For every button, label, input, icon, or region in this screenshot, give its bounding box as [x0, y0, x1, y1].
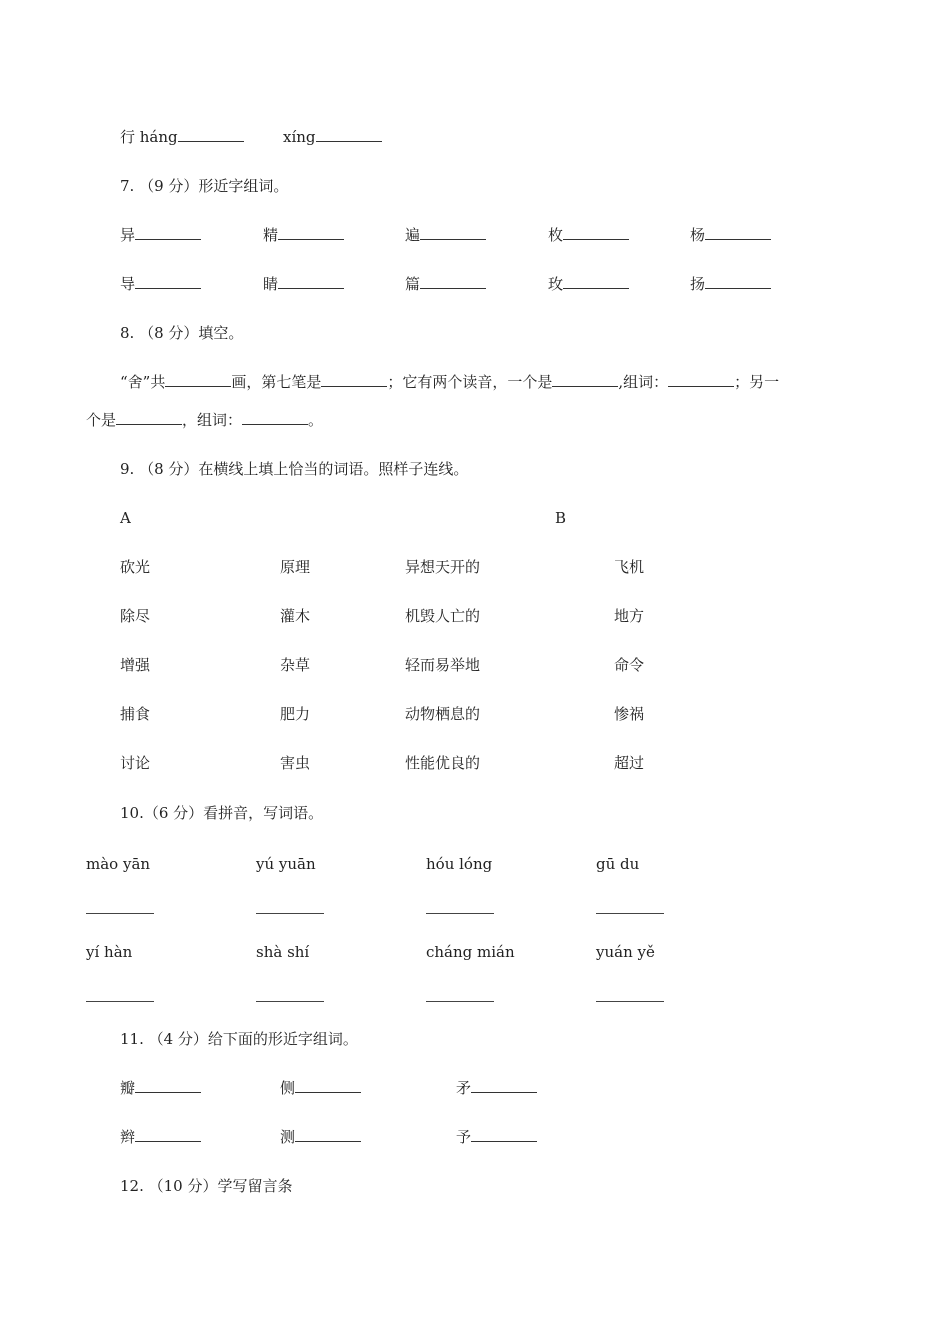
q7-item: 导 [120, 274, 201, 294]
answer-blank[interactable] [316, 127, 382, 142]
q9-col2-item[interactable]: 肥力 [280, 705, 311, 723]
q9-col3-item[interactable]: 动物栖息的 [405, 705, 481, 723]
pinyin-label: yuán yě [596, 943, 655, 961]
q9-col4-item[interactable]: 飞机 [614, 558, 645, 576]
answer-line[interactable] [426, 912, 494, 914]
answer-blank[interactable] [563, 274, 629, 289]
q9-col3-item[interactable]: 轻而易举地 [405, 656, 481, 674]
answer-blank[interactable] [135, 1078, 201, 1093]
answer-blank[interactable] [705, 274, 771, 289]
column-header-a: A [120, 509, 131, 527]
q11-item: 侧 [280, 1078, 361, 1098]
answer-blank[interactable] [471, 1127, 537, 1142]
answer-blank[interactable] [116, 410, 182, 425]
q10-title: 10.（6 分）看拼音，写词语。 [120, 804, 324, 822]
q9-title: 9. （8 分）在横线上填上恰当的词语。照样子连线。 [120, 460, 469, 478]
answer-blank[interactable] [420, 274, 486, 289]
answer-blank[interactable] [471, 1078, 537, 1093]
q9-col1-item[interactable]: 砍光 [120, 558, 151, 576]
q9-col1-item[interactable]: 除尽 [120, 607, 151, 625]
q9-col2-item[interactable]: 害虫 [280, 754, 311, 772]
q8-line-1: “舍”共 画，第七笔是 ；它有两个读音，一个是 ,组词： ；另一 [120, 373, 780, 391]
answer-line[interactable] [86, 912, 154, 914]
q6-item-hang: 行 háng [120, 127, 244, 147]
q9-col4-item[interactable]: 命令 [614, 656, 645, 674]
q9-col3-item[interactable]: 异想天开的 [405, 558, 481, 576]
answer-blank[interactable] [135, 1127, 201, 1142]
pinyin-label: gū du [596, 855, 640, 873]
q9-col1-item[interactable]: 增强 [120, 656, 151, 674]
q12-title: 12. （10 分）学写留言条 [120, 1177, 293, 1195]
q7-item: 睛 [263, 274, 344, 294]
q11-item: 予 [456, 1127, 537, 1147]
answer-line[interactable] [86, 1000, 154, 1002]
pinyin-label: yú yuān [256, 855, 316, 873]
answer-blank[interactable] [563, 225, 629, 240]
answer-line[interactable] [256, 912, 324, 914]
pinyin-label: hóu lóng [426, 855, 493, 873]
answer-blank[interactable] [705, 225, 771, 240]
answer-blank[interactable] [278, 225, 344, 240]
pinyin-label: shà shí [256, 943, 310, 961]
answer-line[interactable] [596, 912, 664, 914]
q8-title: 8. （8 分）填空。 [120, 324, 244, 342]
q9-col4-item[interactable]: 超过 [614, 754, 645, 772]
q9-col2-item[interactable]: 原理 [280, 558, 311, 576]
pinyin-label: yí hàn [86, 943, 133, 961]
q7-title: 7. （9 分）形近字组词。 [120, 177, 289, 195]
q9-col1-item[interactable]: 讨论 [120, 754, 151, 772]
answer-blank[interactable] [165, 372, 231, 387]
q11-title: 11. （4 分）给下面的形近字组词。 [120, 1030, 358, 1048]
q7-item: 杨 [690, 225, 771, 245]
q9-col4-item[interactable]: 惨祸 [614, 705, 645, 723]
answer-blank[interactable] [668, 372, 734, 387]
answer-blank[interactable] [278, 274, 344, 289]
q9-col3-item[interactable]: 性能优良的 [405, 754, 481, 772]
q11-item: 瓣 [120, 1078, 201, 1098]
answer-blank[interactable] [552, 372, 618, 387]
answer-line[interactable] [256, 1000, 324, 1002]
answer-blank[interactable] [295, 1078, 361, 1093]
q6-item-xing: xíng [283, 127, 382, 147]
q9-col3-item[interactable]: 机毁人亡的 [405, 607, 481, 625]
q7-item: 枚 [548, 225, 629, 245]
answer-blank[interactable] [321, 372, 387, 387]
answer-line[interactable] [596, 1000, 664, 1002]
q7-item: 遍 [405, 225, 486, 245]
column-header-b: B [555, 509, 567, 527]
q7-item: 玫 [548, 274, 629, 294]
q8-line-2: 个是 ，组词： 。 [86, 411, 324, 429]
q9-col1-item[interactable]: 捕食 [120, 705, 151, 723]
answer-line[interactable] [426, 1000, 494, 1002]
answer-blank[interactable] [420, 225, 486, 240]
answer-blank[interactable] [242, 410, 308, 425]
q9-col4-item[interactable]: 地方 [614, 607, 645, 625]
q7-item: 精 [263, 225, 344, 245]
pinyin-label: mào yān [86, 855, 151, 873]
q11-item: 测 [280, 1127, 361, 1147]
answer-blank[interactable] [135, 225, 201, 240]
pinyin-label: cháng mián [426, 943, 515, 961]
q9-col2-item[interactable]: 杂草 [280, 656, 311, 674]
q11-item: 矛 [456, 1078, 537, 1098]
q9-col2-item[interactable]: 灌木 [280, 607, 311, 625]
q7-item: 篇 [405, 274, 486, 294]
answer-blank[interactable] [135, 274, 201, 289]
answer-blank[interactable] [295, 1127, 361, 1142]
q7-item: 扬 [690, 274, 771, 294]
q7-item: 异 [120, 225, 201, 245]
answer-blank[interactable] [178, 127, 244, 142]
q11-item: 辫 [120, 1127, 201, 1147]
